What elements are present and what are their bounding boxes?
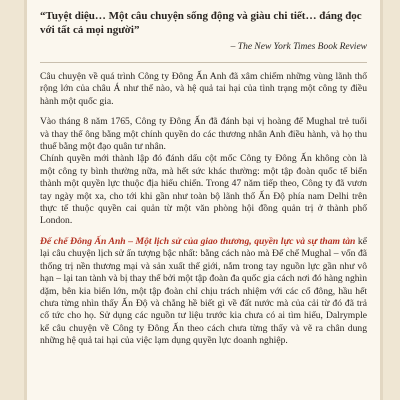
description-paragraph-3: Chính quyền mới thành lập đó đánh dấu cột mốc Công ty Đông Ấn không còn là một công ty bình thường nữa, mà hết sức khác thường: một tập đoàn quốc tế biến thành một quyền lực thuộc địa hiếu chiến. Trong 47 năm tiếp theo, Công ty đã vươn tay ngày một xa, cho tới khi gần như toàn bộ lãnh thổ Ấn Độ phía nam Delhi trên thực tế thuộc quyền cai quản từ một văn phòng hội đồng quản trị ở thành phố London. (40, 153, 367, 227)
review-attribution: – The New York Times Book Review (230, 42, 367, 52)
book-description (40, 71, 367, 348)
paragraph-gap (40, 228, 367, 236)
divider (40, 62, 367, 63)
review-block (40, 0, 367, 53)
description-paragraph-2: Vào tháng 8 năm 1765, Công ty Đông Ấn đã đánh bại vị hoàng đế Mughal trẻ tuổi và thay thế ông bằng một chính quyền do các thương nhân Anh điều hành, và họ thu thuế bằng một đạo quân tư nhân. (40, 116, 367, 153)
description-paragraph-4 (40, 236, 367, 348)
description-paragraph-1: Câu chuyện về quá trình Công ty Đông Ấn Anh đã xâm chiếm những vùng lãnh thổ rộng lớn của châu Á như thế nào, và hệ quả tai hại của tình trạng một công ty điều hành một quốc gia. (40, 71, 367, 107)
description-paragraph-4-text: kể lại câu chuyện lịch sử ấn tượng bậc nhất: bằng cách nào mà Đế chế Mughal – vốn đã thống trị nền thương mại và sản xuất thế giới, nắm trong tay nguồn lực gần như vô hạn – lại tan tành và bị thay thế bởi một tập đoàn đa quốc gia cách nơi đó hàng nghìn dặm, bên kia biển lớn, một tập đoàn chỉ chịu trách nhiệm với các cổ đông, hầu hết chưa từng nhìn thấy Ấn Độ và chẳng hề biết gì về đất nước mà của cải từ đó đã trả cổ tức cho họ. Sử dụng các nguồn tư liệu trước kia chưa có ai tìm hiểu, Dalrymple kể câu chuyện về Công ty Đông Ấn theo cách chưa từng thấy và vẽ ra chân dung những hệ quả tai hại của việc lạm dụng quyền lực doanh nghiệp. (40, 235, 367, 347)
review-quote: “Tuyệt diệu… Một câu chuyện sống động và giàu chi tiết… đáng đọc với tất cả mọi người” (40, 10, 362, 36)
description-card (27, 0, 380, 400)
book-title-highlight: Đế chế Đông Ấn Anh – Một lịch sử của giao thương, quyền lực và sự tham tàn (40, 235, 356, 247)
